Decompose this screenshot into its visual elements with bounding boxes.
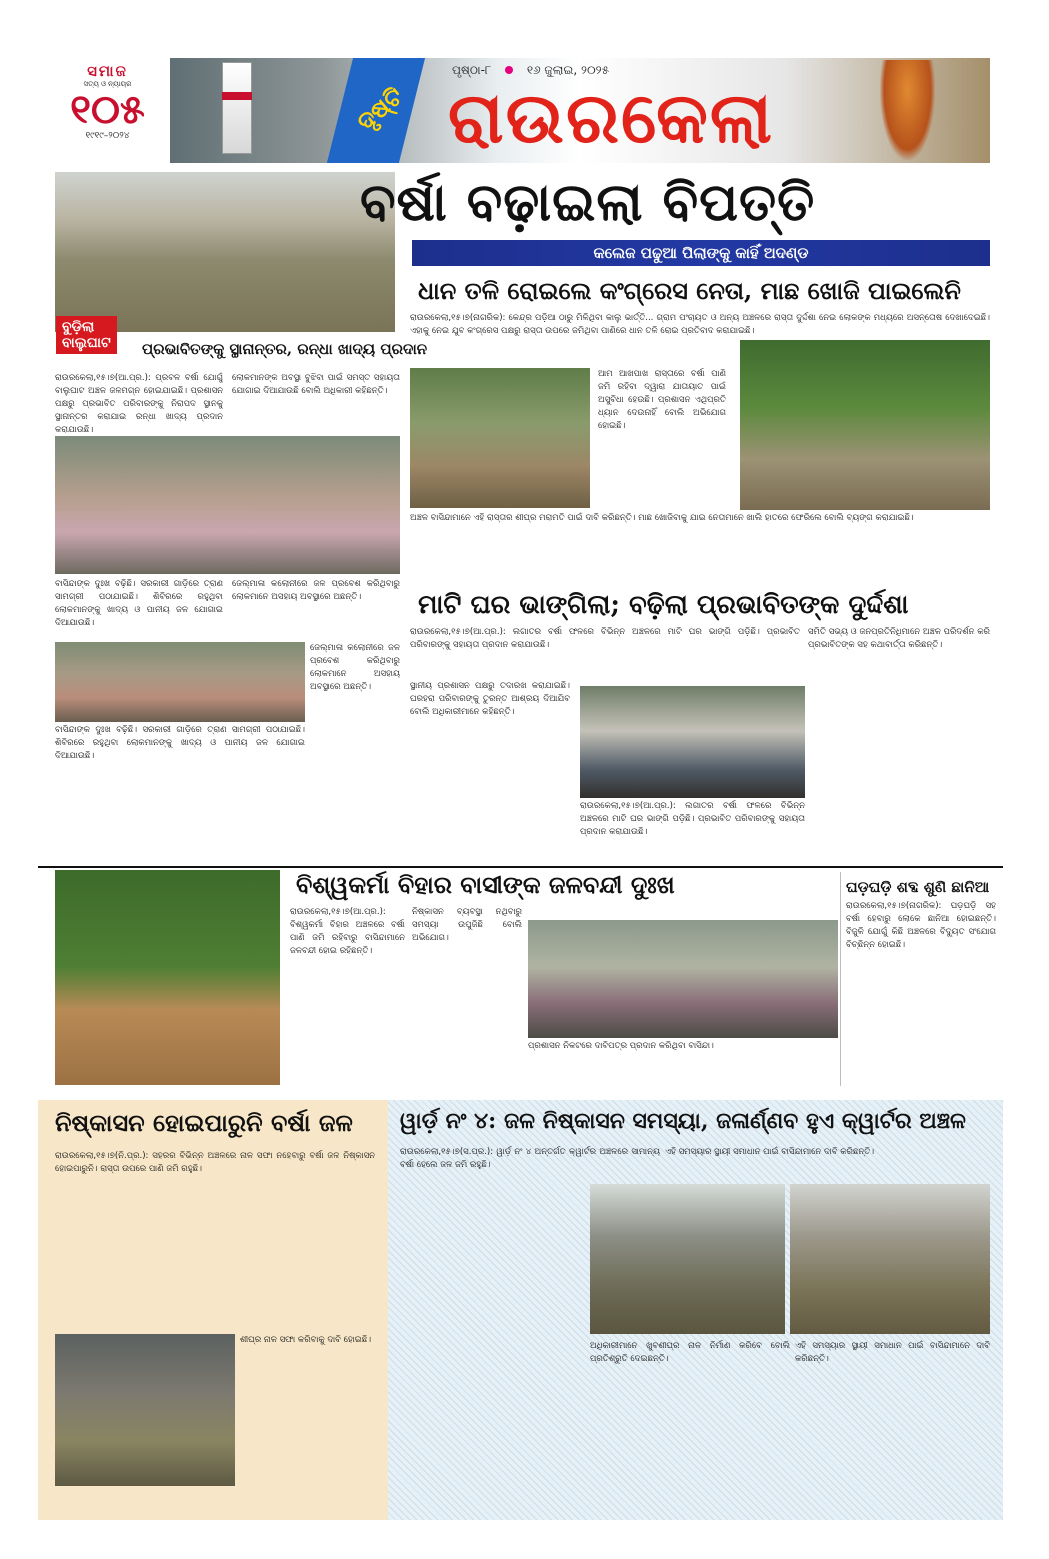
lead-text-c: ଅଞ୍ଚଳ ବାସିନ୍ଦାମାନେ ଏହି ରାସ୍ତାର ଶୀଘ୍ର ମରାମତି ପାଇଁ ଦାବି କରିଛନ୍ତି। ମାଛ ଖୋଜିବାକୁ ଯାଇ ନେତାମାନେ ଖାଲି ହାତରେ ଫେରିଲେ ବୋଲି ବ୍ୟଙ୍ଗ କରାଯାଇଛି। (410, 513, 914, 523)
logo-tagline: ସତ୍ୟ ଓ ନ୍ୟାୟର (83, 80, 132, 88)
bottom-right-headline: ୱାର୍ଡ଼ ନଂ ୪: ଜଳ ନିଷ୍କାସନ ସମସ୍ୟା, ଜଳାର୍ଣ୍ଣବ ହୁଏ କ୍ୱାର୍ଟର ଅଞ୍ଚଳ (400, 1108, 966, 1134)
clogged-drain-photo (55, 1334, 235, 1486)
page-number: ପୃଷ୍ଠା-୮ (452, 63, 492, 77)
bottom-right-text-b: ଏହି ସମସ୍ୟାର ସ୍ଥାୟୀ ସମାଧାନ ପାଇଁ ବାସିନ୍ଦାମାନେ ଦାବି କରିଛନ୍ତି। (665, 1147, 875, 1157)
bottom-left-headline: ନିଷ୍କାସନ ହୋଇପାରୁନି ବର୍ଷା ଜଳ (55, 1108, 353, 1137)
article-text-relief-a: ରାଉରକେଲା,୧୫।୭(ଆ.ପ୍ର.): ପ୍ରବଳ ବର୍ଷା ଯୋଗୁଁ ବାଲୁଘାଟ ଅଞ୍ଚଳ ଜଳମଗ୍ନ ହୋଇଯାଇଛି। ପ୍ରଶାସନ ପକ୍ଷରୁ ପ୍ରଭାବିତ ପରିବାରଙ୍କୁ ନିରାପଦ ସ୍ଥାନକୁ ସ୍ଥାନାନ୍ତର କରାଯାଇ ରନ୍ଧା ଖାଦ୍ୟ ପ୍ରଦାନ କରାଯାଉଛି। (55, 373, 223, 434)
location-tag-line2: ବାଲୁଘାଟ (62, 335, 111, 351)
bottom-left-text-b: ଶୀଘ୍ର ନାଳ ସଫା କରିବାକୁ ଦାବି ହୋଇଛି। (240, 1335, 372, 1345)
lead-text-b: ଆମ ଆଖପାଖ ରାସ୍ତାରେ ବର୍ଷା ପାଣି ଜମି ରହିବା ଦ୍ୱାରା ଯାତାୟାତ ପାଇଁ ଅସୁବିଧା ହେଉଛି। ପ୍ରଶାସନ ଏଥିପ୍ରତି ଧ୍ୟାନ ଦେଉନାହିଁ ବୋଲି ଅଭିଯୋଗ ହୋଇଛି। (598, 369, 726, 431)
waterlogged-road-protest-photo (410, 368, 590, 508)
bottom-right-text-a: ରାଉରକେଲା,୧୫।୭(ସ.ପ୍ର.): ୱାର୍ଡ଼ ନଂ ୪ ଅନ୍ତର୍ଗତ କ୍ୱାର୍ଟର ଅଞ୍ଚଳରେ ସାମାନ୍ୟ ବର୍ଷା ହେଲେ ଜଳ ଜମି ରହୁଛି। (400, 1147, 660, 1170)
article-text-relief-f: ବାସିନ୍ଦାଙ୍କ ଦୁଃଖ ବଢ଼ିଛି। ସରକାରୀ ଗାଡ଼ିରେ ତ୍ରାଣ ସାମଗ୍ରୀ ପଠାଯାଇଛି। ଶିବିରରେ ରହୁଥିବା ଲୋକମାନଙ୍କୁ ଖାଦ୍ୟ ଓ ପାନୀୟ ଜଳ ଯୋଗାଇ ଦିଆଯାଉଛି। (55, 725, 305, 761)
section2-headline: ବିଶ୍ୱକର୍ମା ବିହାର ବାସୀଙ୍କ ଜଳବନ୍ଦୀ ଦୁଃଖ (296, 870, 675, 899)
flooded-quarter-photo (790, 1184, 990, 1334)
flooded-street-photo (55, 172, 395, 332)
mid-headline: ମାଟି ଘର ଭାଙ୍ଗିଲା; ବଢ଼ିଲା ପ୍ରଭାବିତଙ୍କ ଦୁର୍ଦ୍ଦଶା (418, 590, 909, 620)
sidebar-text: ରାଉରକେଲା,୧୫।୭(ନାଗରିକ): ଘଡ଼ଘଡ଼ି ସହ ବର୍ଷା ହେବାରୁ ଲୋକେ ଛାନିଆ ହୋଇଛନ୍ତି। ବିଜୁଳି ଯୋଗୁଁ କିଛି ଅଞ୍ଚଳରେ ବିଦ୍ୟୁତ ସଂଯୋଗ ବିଚ୍ଛିନ୍ନ ହୋଇଛି। (846, 901, 996, 950)
column-rule (840, 872, 841, 1086)
hanuman-statue-icon (880, 60, 935, 160)
page-badge: ଦୃଷ୍ଟି (351, 81, 409, 137)
logo-years: ୧୯୧୯–୨୦୨୪ (85, 131, 130, 141)
bottom-right-text-d: ଏହି ସମସ୍ୟାର ସ୍ଥାୟୀ ସମାଧାନ ପାଇଁ ବାସିନ୍ଦାମାନେ ଦାବି କରିଛନ୍ତି। (795, 1341, 990, 1364)
car-in-flooded-road-photo (740, 340, 990, 510)
article-headline-relief: ପ୍ରଭାବିତଙ୍କୁ ସ୍ଥାନାନ୍ତର, ରନ୍ଧା ଖାଦ୍ୟ ପ୍ରଦାନ (142, 340, 428, 358)
article-text-relief-e: ଜେଲ୍‌ମାଳା କଲୋନୀରେ ଜଳ ପ୍ରବେଶ କରିଥିବାରୁ ଲୋକମାନେ ଅସହାୟ ଅବସ୍ଥାରେ ଅଛନ୍ତି। (310, 643, 400, 692)
article-text-relief-d: ଜେଲ୍‌ମାଳା କଲୋନୀରେ ଜଳ ପ୍ରବେଶ କରିଥିବାରୁ ଲୋକମାନେ ଅସହାୟ ଅବସ୍ଥାରେ ଅଛନ୍ତି। (232, 579, 400, 602)
lead-subhead: ଧାନ ତଳି ରୋଇଲେ କଂଗ୍ରେସ ନେତା, ମାଛ ଖୋଜି ପାଇଲେନି (418, 276, 961, 305)
masthead-title: ରାଉରକେଲା (448, 76, 774, 159)
issue-date: ୧୬ ଜୁଲାଇ, ୨୦୨୫ (526, 63, 610, 77)
mid-text-b: ସ୍ଥାନୀୟ ପ୍ରଶାସନ ପକ୍ଷରୁ ତଦାରଖ କରାଯାଇଛି। ଘରହରା ପରିବାରଙ୍କୁ ତୁରନ୍ତ ଆଶ୍ରୟ ଦିଆଯିବ ବୋଲି ଅଧିକାରୀମାନେ କହିଛନ୍ତି। (410, 681, 570, 717)
lead-headline: ବର୍ଷା ବଢ଼ାଇଲା ବିପତ୍ତି (360, 172, 816, 233)
mid-text-c: ସମିତି ସଭ୍ୟ ଓ ଜନପ୍ରତିନିଧିମାନେ ଅଞ୍ଚଳ ପରିଦର୍ଶନ କରି ପ୍ରଭାବିତଙ୍କ ସହ କଥାବାର୍ତ୍ତା କରିଛନ୍ତି। (808, 627, 990, 650)
mid-text-a: ରାଉରକେଲା,୧୫।୭(ଆ.ପ୍ର.): ଲଗାତର ବର୍ଷା ଫଳରେ ବିଭିନ୍ନ ଅଞ୍ଚଳରେ ମାଟି ଘର ଭାଙ୍ଗି ପଡ଼ିଛି। ପ୍ରଭାବିତ ପରିବାରଙ୍କୁ ସହାୟତା ପ୍ରଦାନ କରାଯାଉଛି। (410, 627, 800, 650)
residents-group-photo (528, 920, 838, 1038)
clock-tower-icon (222, 62, 252, 154)
bottom-right-text-c: ଅଧିକାରୀମାନେ ଖୁବଶୀଘ୍ର ନାଳ ନିର୍ମାଣ କରିବେ ବୋଲି ପ୍ରତିଶ୍ରୁତି ଦେଇଛନ୍ତି। (590, 1341, 790, 1364)
section2-caption: ପ୍ରଶାସନ ନିକଟରେ ଦାବିପତ୍ର ପ୍ରଦାନ କରିଥିବା ବାସିନ୍ଦା। (528, 1041, 714, 1051)
location-tag (56, 316, 117, 354)
relief-camp-photo (55, 642, 305, 722)
separator-dot-icon (505, 66, 513, 74)
tower-band (222, 92, 252, 100)
lead-kicker: କଲେଜ ପଢୁଆ ପିଲାଙ୍କୁ କାହିଁ ଅଦଣ୍ଡ (593, 244, 809, 262)
lead-text-a: ରାଉରକେଲା,୧୫।୭(ନାଗରିକ): କେନ୍ଦ୍ର ପଡ଼ିଆ ଠାରୁ ମିଳିଥିବା କାଲୁ ଭାର୍ତ୍ତି... ଗ୍ରାମ ପଂଚାୟତ ଓ ଅନ୍ୟ ଅଞ୍ଚଳରେ ରାସ୍ତା ଦୁର୍ଦ୍ଦଶା ନେଇ ଲୋକଙ୍କ ମଧ୍ୟରେ ଅସନ୍ତୋଷ ଦେଖାଦେଇଛି। ଏହାକୁ ନେଇ ଯୁବ କଂଗ୍ରେସ ପକ୍ଷରୁ ରାସ୍ତା ଉପରେ ଜମିଥିବା ପାଣିରେ ଧାନ ତଳି ରୋଇ ପ୍ରତିବାଦ କରାଯାଇଛି। (410, 313, 990, 336)
waterlogged-lane-photo (590, 1184, 785, 1334)
bottom-left-text-a: ରାଉରକେଲା,୧୫।୭(ନି.ପ୍ର.): ସହରର ବିଭିନ୍ନ ଅଞ୍ଚଳରେ ନାଳ ସଫା ନହେବାରୁ ବର୍ଷା ଜଳ ନିଷ୍କାସନ ହୋଇପାରୁନି। ରାସ୍ତା ଉପରେ ପାଣି ଜମି ରହୁଛି। (55, 1151, 375, 1174)
logo-anniversary-number: ୧୦୫ (70, 87, 145, 133)
article-text-relief-b: ଲୋକମାନଙ୍କ ଅବସ୍ଥା ବୁଝିବା ପାଇଁ ସମସ୍ତ ସହାୟତା ଯୋଗାଇ ଦିଆଯାଉଛି ବୋଲି ଅଧିକାରୀ କହିଛନ୍ତି। (232, 373, 400, 396)
section-divider (38, 866, 1003, 868)
lead-kicker-bar (412, 240, 990, 266)
waterlogged-tree-photo (55, 870, 280, 1085)
mid-text-d: ରାଉରକେଲା,୧୫।୭(ଆ.ପ୍ର.): ଲଗାତର ବର୍ଷା ଫଳରେ ବିଭିନ୍ନ ଅଞ୍ଚଳରେ ମାଟି ଘର ଭାଙ୍ଗି ପଡ଼ିଛି। ପ୍ରଭାବିତ ପରିବାରଙ୍କୁ ସହାୟତା ପ୍ରଦାନ କରାଯାଉଛି। (580, 801, 805, 837)
section2-text-b: ନିଷ୍କାସନ ବ୍ୟବସ୍ଥା ନଥିବାରୁ ସମସ୍ୟା ଉପୁଜିଛି ବୋଲି ଅଭିଯୋଗ। (412, 907, 522, 943)
section2-text-a: ରାଉରକେଲା,୧୫।୭(ଆ.ପ୍ର.): ବିଶ୍ୱକର୍ମା ବିହାର ଅଞ୍ଚଳରେ ବର୍ଷା ପାଣି ଜମି ରହିବାରୁ ବାସିନ୍ଦାମାନେ ଜଳବନ୍ଦୀ ହୋଇ ରହିଛନ୍ତି। (290, 907, 405, 956)
newspaper-logo (60, 62, 155, 157)
sidebar-headline: ଘଡ଼ଘଡ଼ି ଶବ୍ଦ ଶୁଣି ଛାନିଆ (846, 878, 990, 896)
officials-with-residents-photo (55, 436, 400, 574)
officials-inspection-photo (580, 686, 805, 798)
location-tag-line1: ବୁଡ଼ିଲା (62, 319, 95, 335)
logo-title: ସମାଜ (87, 62, 128, 80)
article-text-relief-c: ବାସିନ୍ଦାଙ୍କ ଦୁଃଖ ବଢ଼ିଛି। ସରକାରୀ ଗାଡ଼ିରେ ତ୍ରାଣ ସାମଗ୍ରୀ ପଠାଯାଇଛି। ଶିବିରରେ ରହୁଥିବା ଲୋକମାନଙ୍କୁ ଖାଦ୍ୟ ଓ ପାନୀୟ ଜଳ ଯୋଗାଇ ଦିଆଯାଉଛି। (55, 579, 223, 628)
